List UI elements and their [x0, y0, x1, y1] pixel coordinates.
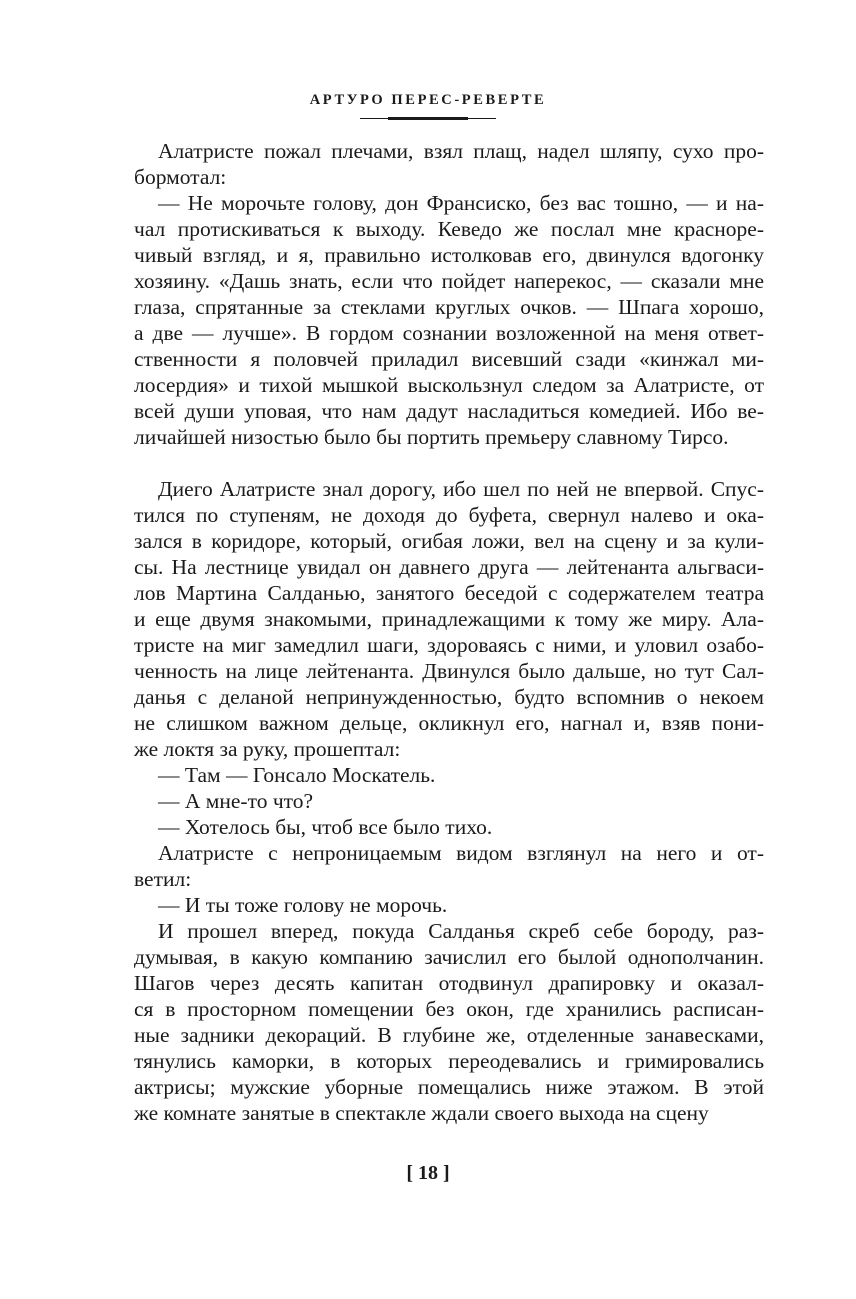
- text-line: актрисы; мужские уборные помещались ниже этажом. В этой: [134, 1075, 764, 1099]
- text-line: глаза, спрятанные за стеклами круглых очков. — Шпага хорошо,: [134, 295, 764, 319]
- text-line: — И ты тоже голову не морочь.: [158, 893, 448, 917]
- text-line: И прошел вперед, покуда Салданья скреб себе бороду, раз-: [158, 919, 764, 943]
- text-line: думывая, в какую компанию зачислил его былой однополчанин.: [134, 945, 764, 969]
- text-line: ственности я половчей приладил висевший сзади «кинжал ми-: [134, 347, 764, 371]
- running-head: АРТУРО ПЕРЕС-РЕВЕРТЕ: [309, 92, 547, 108]
- text-line: лов Мартина Салданью, занятого беседой с содержателем театра: [134, 581, 764, 605]
- text-line: личайшей низостью было бы портить премьеру славному Тирсо.: [134, 425, 729, 449]
- text-line: же комнате занятые в спектакле ждали своего выхода на сцену: [134, 1101, 709, 1125]
- text-line: — Там — Гонсало Москатель.: [158, 763, 436, 787]
- text-line: лосердия» и тихой мышкой выскользнул следом за Алатристе, от: [134, 373, 764, 397]
- text-line: хозяину. «Дашь знать, если что пойдет наперекос, — сказали мне: [134, 269, 764, 293]
- text-line: всей души уповая, что нам дадут насладиться комедией. Ибо ве-: [134, 399, 764, 423]
- body-text: [134, 138, 764, 1126]
- header-rule: [360, 118, 496, 119]
- text-line: — А мне-то что?: [158, 789, 314, 813]
- text-line: а две — лучше». В гордом сознании возложенной на меня ответ-: [134, 321, 764, 345]
- text-line: — Хотелось бы, чтоб все было тихо.: [158, 815, 493, 839]
- page-number: [ 18 ]: [406, 1162, 450, 1184]
- text-line: ные задники декораций. В глубине же, отделенные занавесками,: [134, 1023, 764, 1047]
- text-line: и еще двумя знакомыми, принадлежащими к тому же миру. Ала-: [134, 607, 764, 631]
- text-line: зался в коридоре, который, огибая ложи, вел на сцену и за кули-: [134, 529, 764, 553]
- text-line: чал протискиваться к выходу. Кеведо же послал мне красноре-: [134, 217, 764, 241]
- text-line: бормотал:: [134, 165, 227, 189]
- text-line: же локтя за руку, прошептал:: [134, 737, 401, 761]
- text-line: тился по ступеням, не доходя до буфета, свернул налево и ока-: [134, 503, 764, 527]
- text-line: тристе на миг замедлил шаги, здороваясь с ними, и уловил озабо-: [134, 633, 764, 657]
- text-line: Шагов через десять капитан отодвинул драпировку и оказал-: [134, 971, 764, 995]
- text-line: данья с деланой непринужденностью, будто вспомнив о некоем: [134, 685, 764, 709]
- text-line: Диего Алатристе знал дорогу, ибо шел по ней не впервой. Спус-: [158, 477, 764, 501]
- text-line: Алатристе с непроницаемым видом взглянул на него и от-: [158, 841, 764, 865]
- text-line: тянулись каморки, в которых переодевались и гримировались: [134, 1049, 764, 1073]
- text-line: сы. На лестнице увидал он давнего друга — лейтенанта альгваси-: [134, 555, 764, 579]
- paragraph-gap: [134, 450, 764, 476]
- header-rule-thick: [388, 117, 468, 120]
- text-line: Алатристе пожал плечами, взял плащ, надел шляпу, сухо про-: [158, 139, 764, 163]
- text-line: ся в просторном помещении без окон, где хранились расписан-: [134, 997, 764, 1021]
- text-line: не слишком важном дельце, окликнул его, нагнал и, взяв пони-: [134, 711, 764, 735]
- text-line: чивый взгляд, и я, правильно истолковав его, двинулся вдогонку: [134, 243, 764, 267]
- text-line: ветил:: [134, 867, 192, 891]
- text-line: — Не морочьте голову, дон Франсиско, без вас тошно, — и на-: [158, 191, 764, 215]
- text-line: ченность на лице лейтенанта. Двинулся было дальше, но тут Сал-: [134, 659, 764, 683]
